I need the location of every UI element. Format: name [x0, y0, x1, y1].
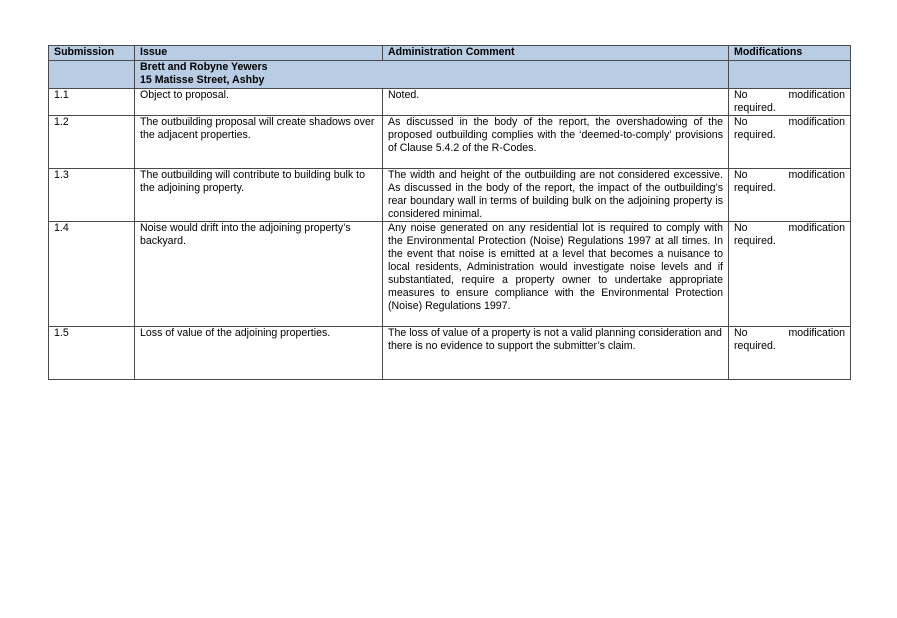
mod-word: modification [788, 116, 845, 128]
modifications-cell [729, 222, 851, 327]
issue-text: The outbuilding proposal will create shadows over the adjacent properties. [135, 116, 383, 169]
header-issue: Issue [135, 46, 383, 61]
table-row [49, 116, 851, 169]
issue-text: Loss of value of the adjoining properties. [135, 327, 383, 380]
modifications-cell [729, 89, 851, 116]
modifications-cell [729, 116, 851, 169]
group-modifications-cell [729, 61, 851, 89]
modifications-cell [729, 327, 851, 380]
submitter-cell [135, 61, 729, 89]
modifications-cell [729, 169, 851, 222]
administration-comment: The loss of value of a property is not a valid planning consideration and there is no evidence to support the submitter’s claim. [383, 327, 729, 380]
table-row [49, 327, 851, 380]
submitter-name: Brett and Robyne Yewers [140, 61, 268, 73]
header-administration-comment: Administration Comment [383, 46, 729, 61]
table-row [49, 89, 851, 116]
mod-word: No [734, 89, 748, 101]
table-header-row [49, 46, 851, 61]
submission-number: 1.2 [49, 116, 135, 169]
mod-word: modification [788, 327, 845, 339]
mod-word: No [734, 327, 748, 339]
table-row [49, 169, 851, 222]
submission-number: 1.3 [49, 169, 135, 222]
header-modifications: Modifications [729, 46, 851, 61]
mod-word: No [734, 116, 748, 128]
issue-text: Object to proposal. [135, 89, 383, 116]
submission-number: 1.1 [49, 89, 135, 116]
issue-text: The outbuilding will contribute to building bulk to the adjoining property. [135, 169, 383, 222]
mod-word: No [734, 222, 748, 234]
mod-word: required. [734, 340, 776, 352]
submission-number: 1.4 [49, 222, 135, 327]
mod-word: required. [734, 182, 776, 194]
submission-number: 1.5 [49, 327, 135, 380]
mod-word: modification [788, 89, 845, 101]
mod-word: modification [788, 222, 845, 234]
mod-word: required. [734, 102, 776, 114]
table-row [49, 222, 851, 327]
submitter-group-row [49, 61, 851, 89]
mod-word: No [734, 169, 748, 181]
administration-comment: The width and height of the outbuilding are not considered excessive. As discussed in the body of the report, the impact of the outbuilding’s rear boundary wall in terms of building bulk on the adjoining property is considered minimal. [383, 169, 729, 222]
submissions-table [48, 45, 851, 380]
group-empty-cell [49, 61, 135, 89]
mod-word: required. [734, 129, 776, 141]
mod-word: required. [734, 235, 776, 247]
issue-text: Noise would drift into the adjoining property’s backyard. [135, 222, 383, 327]
submitter-address: 15 Matisse Street, Ashby [140, 74, 265, 86]
administration-comment: Noted. [383, 89, 729, 116]
mod-word: modification [788, 169, 845, 181]
administration-comment: Any noise generated on any residential lot is required to comply with the Environmental Protection (Noise) Regulations 1997 at all times. In the event that noise is emitted at a level that becomes a nuisance to local residents, Administration would investigate noise levels and if substantiated, require a property owner to undertake appropriate measures to ensure compliance with the Environmental Protection (Noise) Regulations 1997. [383, 222, 729, 327]
administration-comment: As discussed in the body of the report, the overshadowing of the proposed outbuilding complies with the ‘deemed-to-comply’ provisions of Clause 5.4.2 of the R-Codes. [383, 116, 729, 169]
header-submission: Submission [49, 46, 135, 61]
